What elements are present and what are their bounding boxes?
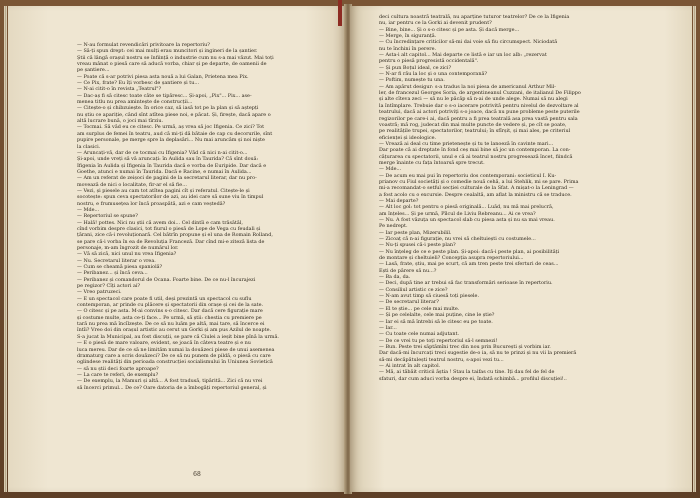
text-line: — Citește-o și chibzuiește. În orice caz, să iasă tot pe la plan și să aștepți [77, 105, 259, 112]
text-line: — Ai intrat în alt capitol. [379, 362, 441, 369]
text-line: Ești de părere să nu...? [379, 267, 437, 274]
text-line: — De exemplu, la Mamuri și altă... A fost tradusă, tipărită... Zici că nu vrei [77, 378, 263, 385]
text-line: Ifigenia în Aulida și Ifigenia în Taurida dacă e vorba de Euripide. Dar dacă e [77, 162, 267, 169]
text-line: voastră; mă rog, judecat din mai multe puncte de vedere și, pe cît se poate, [379, 121, 567, 128]
text-line: — Mde... [77, 206, 100, 213]
text-line: — Nu. Secretarul literar o vrea. [77, 257, 156, 264]
text-line: — N-am avut timp să ciuesă toți piesele. [379, 293, 479, 300]
text-line: Pe nedrept. [379, 223, 408, 230]
text-line: S-a jucat la Municipal, au fost discuții, se pare că Ciulei a ieșit bine pînă la urmă. [77, 333, 279, 340]
text-line: — Deci, după tine ar trebui să fac transformări serioase în repertoriu. [379, 280, 553, 287]
text-line: oglindese realități din perioada construcției socialismului în Uniunea Sovietică [77, 359, 273, 366]
left-page-text [70, 42, 324, 391]
text-line: — Și pe celelalte, cele mai puține, cine le știe? [379, 312, 495, 319]
text-line: și alte cîteva zeci — să nu le păcăp să n-ai de unde alege. Numai să nu alegi [379, 96, 568, 103]
text-line: prianov cu Fiul societăți și o comedie nouă cehă, a lui Stehlik, mi se pare. Prima [379, 178, 579, 185]
text-line: socotește: spun ceva spectatorilor de azi, au idei care să sune viu în timpul [77, 194, 264, 201]
text-line: merge înainte cu fața întoarsă spre trecut. [379, 159, 485, 166]
text-line: — Tocmai. Să văd eu ce citesc. Pe urmă, aș vrea să joc Ifigenia. Ce zici? Tot [77, 124, 265, 131]
text-line: teatrului, dacă ai actori potriviți s-o joace, dacă nu pune probleme peste puterile [379, 109, 580, 116]
text-line: nu știu ce apariție, când sînt atîtea piese noi, e păcat. Și, firește, dacă apare o [77, 111, 271, 118]
text-line: personaje, m-am îngrozit de numărul lor. [77, 245, 179, 251]
text-line: — să nu știi deci foarte aproape? [77, 365, 159, 372]
text-line: — De acum eu mai pui în repertoriu dos contemporani: societicul I. Ku- [379, 172, 557, 179]
text-line: nu te închini în perere. [379, 45, 437, 52]
text-line: — Vreo patruzeci. [77, 289, 122, 296]
text-line: — Peribanez... și încă ceva... [77, 270, 148, 277]
text-line: — Ce Pix, frate? Eu îți vorbesc de șantiere și tu... [77, 80, 200, 87]
text-line: nostru, e frumusețea lor încă proaspătă, azi e cam veștedă? [77, 200, 226, 207]
text-line: vreau mânat o piesă care să aducă vorba, chiar și pe departe, de oamenii de [77, 61, 267, 68]
text-line: — N-au formulat revendicări privitoare la repertoriu? [77, 42, 210, 48]
text-line: — El te știe... pe cele mai multe. [379, 305, 460, 312]
text-line: — Ba da, da. [379, 274, 411, 281]
text-line: sfaturi, dar cum aduci vorba despre ei, îndată schimbă... profilul discuției!.. [379, 375, 567, 382]
text-line: de montare și cheltuieli? Concepția asupra repertoriului... [379, 255, 524, 262]
text-line: — O citesc și pe asta. M-ai convins s-o citesc. Dar dacă cere figurație mare [77, 308, 263, 315]
text-line: și costume multe, asta ce-ți face... Pe urmă, să știi: chestia cu premiere pe [77, 314, 262, 321]
text-line: — Lasă, frate, știu, mai pe scurt, că am tren peste trei sferturi de ceas... [379, 261, 559, 268]
text-line: — Hală! pottes. Nici nu știi că avem doi... Cel dintîi e cam trăsătăl, [77, 219, 243, 226]
text-line: dramaturg care a scris douăzeci? De ce să nu punem de pildă, o piesă cu care [77, 352, 271, 359]
text-line: — Nu înțeleg de ce e peste plan. Și-apoi: dacă-i peste plan, ai posibilități [379, 248, 560, 255]
text-line: contemporan, ar prinde cu plăcere și spectatorii din orașe și cei de la sate. [77, 302, 264, 309]
text-line: — Aruncați-vă, dar de ce tocmai cu Ifigenia? Văd că nici n-ai citit-o... [77, 149, 248, 156]
text-line: — Mde... [379, 166, 402, 173]
text-line: Dar dacă-mi încurcați treci sugestie de-o ia, să nu te prinzi și nu vii la premieră [379, 350, 577, 357]
right-page [350, 6, 692, 492]
text-line: — Repertoriul se spune? [77, 213, 138, 220]
text-line: pe șantiere... [77, 67, 110, 74]
text-line: — Bine, bine... Și o s-o citesc și pe asta. Și dacă merge... [379, 26, 520, 33]
text-line: luca mereu. Dar de ce să ne limităm numai la douăzeci piese de unui asemenea [77, 346, 275, 353]
text-line: tară nu prea mă încîlzește. De ce să nu luăm pe altă, mai tare, să încerce ei [77, 321, 265, 328]
text-line: — Cum se cheamă piesa spaniolă? [77, 264, 163, 271]
text-line: să încerci primul... De ce? Oare datoria de a îmbogăți repertoriul general, și [77, 384, 267, 391]
right-page-text [372, 14, 672, 382]
page-edges-left [4, 6, 7, 492]
text-line: — Merge, în siguranță. [379, 33, 437, 40]
text-line: Știi că lângă orașul nostru se înființă o industrie cum nu s-a mai văzut. Mai toți [77, 54, 274, 61]
text-line: pe realitățile trupei, spectatorilor, teatrului; în sfîrșit, și mai ales, pe criteriul [379, 128, 571, 135]
text-line: — Poate că s-ar potrivi piesa asta nouă a lui Galan, Prietena mea Pix. [77, 73, 249, 80]
text-line: întîi? Vreo doi din orașul artistic au cerut un Gorki și am pus Azilul de noapte. [77, 327, 272, 334]
text-line: — Peribanez și comandorul de Ocana. Foarte bine. De ce nu-l încurajezi [77, 276, 256, 283]
text-line: — Vrează ai deal cu time prietenește și tu te lanoeză în cavinte mari... [379, 140, 554, 147]
text-line: — Mă, ai tăbăit criticii ăștia ! Stau la taifas cu tine. Îți dau fel de fel de [379, 369, 555, 376]
text-line: — Bun. Peste trei săptămîni trec din nou prin București și vorbim iar. [379, 343, 551, 350]
text-line: țărani, zice că-i revoluționară. Cel bătrîn propune și el una de Romain Rolland, [77, 232, 273, 239]
text-line: cățurarea cu spectatorii, unul e că ai teatrul nostru progresează încet, fiindcă [379, 153, 573, 160]
text-line: — Mai departe? [379, 197, 419, 204]
text-line: se pare că-i vorba în ea de Revoluția Franceză. Dar cînd mi-e ziteză lista de [77, 238, 265, 245]
page-number: 68 [193, 471, 201, 478]
text-line: — Zicoaț că n-ai figurație, nu vrei să cheltuiești cu costumele... [379, 236, 536, 243]
text-line: — Vă să zică, nici unul nu vrea Ifigenia? [77, 251, 177, 258]
text-line: menea titlu nu prea amintește de construcții... [77, 99, 193, 106]
text-line: — Nu. A fost văzuța un spectacol slab cu piesa asta și nu sa mai vreau. [379, 217, 555, 223]
text-line: — N-ai citit-o în revista „Teatrul"? [77, 86, 162, 93]
text-line: eficienței și ideologice. [379, 134, 437, 141]
text-line: regizorilor pe care-i ai, dacă pentru a fi prea teatrală asa prea vastă pentru sala [379, 115, 578, 122]
text-line: — E un spectacol care poate fi util, deși prezintă un spectacol cu suflu [77, 295, 252, 302]
text-line: Dar poate că ai dreptate în fond ceș mai bine să joc un contemporan. La con- [379, 147, 571, 154]
text-line: ler, de francezul Georges Soria, de argentineanul Cuzzani, de italianul De Filippo [379, 90, 581, 97]
page-edges-right [693, 6, 696, 492]
text-line: — Am un referat de zeișoci de pagini de la secretarul literar, dar nu pro- [77, 175, 257, 182]
text-line: nu, iar pentru ce la Gorki ai devenit prudent? [379, 20, 492, 27]
text-line: pupire personale, pe merge spre la deplasări... Nu mai aruncăm și noi niște [77, 137, 265, 144]
text-line: — Asta-i alt capitol... Mai departe ce listă e iar un loc alb: „rezervat [379, 52, 547, 59]
text-line: — Alt loc gol: tot pentru o piesă originală... Luăd, nu mă mai prelucră, [379, 204, 554, 211]
text-line: — Și pun Boțul ideal, ce zici? [379, 64, 452, 71]
text-line: am surplus de femei în teatru, aud că mi-ți dă bătaie de cap cu decorurile, sînt [77, 130, 273, 137]
text-line: — Iar... [379, 324, 397, 331]
text-line: să-mi decăpătulești teatrul nostru, s-apoi vezi tu... [379, 356, 504, 363]
text-line: — E o piesă de mare valoare, evident, se joacă în câteva teatre și e nu [77, 340, 251, 347]
bookmark-ribbon [338, 0, 342, 26]
text-line: movează de nici o localitate, fir-ar el să fie... [77, 181, 187, 188]
text-line: a fost acolo cu o excursie. Despre cealaltă, am aflat la ministru că se traduce. [379, 191, 572, 198]
text-line: altă lucrare bună, o joci mai tîrziu. [77, 118, 164, 125]
text-line: — Cu toate cele numai adjutant. [379, 331, 460, 338]
text-line: Și-apoi, unde vreți să vă aruncați: în Aulida sau în Taurida? Că sînt două: [77, 156, 259, 163]
text-line: mi-a recomandat-o setful secției culturale de la Sfat. A mișat-o la Leningrad — [379, 185, 574, 192]
text-line: deci cultura noastră teatrală, nu aparține tuturor teatrelor? De ce la Ifigenia [379, 14, 570, 20]
text-line: — Am apărut desigur: s-a tradus la noi piesa de americanul Arthur Mil- [379, 83, 556, 90]
text-line: Goethe, atunci e numai în Taurida. Dacă e Racine, e numai în Aulida... [77, 168, 252, 175]
text-line: am înțeles... Și pe urmă, Pîlcul de Liviu Rebreanu... Ai ce vrea? [379, 210, 536, 217]
text-line: la întîmplare. Trebuie dar o s-o iacerare potrivită pentru nivelul de dezvoltare al [379, 102, 579, 109]
text-line: — Vezi, și piesele au cam tot atîtea pagini cît și referatul. Citește-le și [77, 187, 250, 194]
left-page [8, 6, 346, 492]
text-line: — N-ar fi rău la loc și o una contemporană? [379, 71, 488, 78]
text-line: — Iar ei să mă întrebi să le citesc eu pe toate. [379, 318, 493, 325]
text-line: cînd vorbim despre clasici, tot fiurul o piesă de Lope de Vega cu feudali și [77, 225, 261, 232]
text-line: — Să-ți spun drept: cei mai mulți erau muncitori și ingineri de la șantier. [77, 48, 258, 55]
text-line: — Dac-aș fi să citesc toate câte se tipăresc... Și-apoi, „Pix"... Pix... ase- [77, 92, 252, 99]
text-line: — Cu încredințare criticilor să-mi dai voie să fiu circumspect. Niciodată [379, 39, 558, 46]
text-line: la clasici. [77, 143, 101, 150]
text-line: — Poftim, numește tu una. [379, 77, 445, 84]
text-line: — De secretarul literar? [379, 299, 439, 306]
text-line: — Consiliul artistic ce zice? [379, 286, 448, 293]
text-line: — La care te referi, de exemplu? [77, 371, 159, 378]
text-line: pe regizor? Cîți actori ai? [77, 283, 141, 290]
text-line: — Iar peste plan, Mizerubilil. [379, 229, 452, 236]
text-line: pentru o piesă progresistă occidentală". [379, 58, 479, 65]
text-line: — De ce vrei tu pe toți repertoriul să-l semnezi! [379, 337, 498, 344]
text-line: — Nu-ți spusei că-i peste plan? [379, 242, 456, 249]
